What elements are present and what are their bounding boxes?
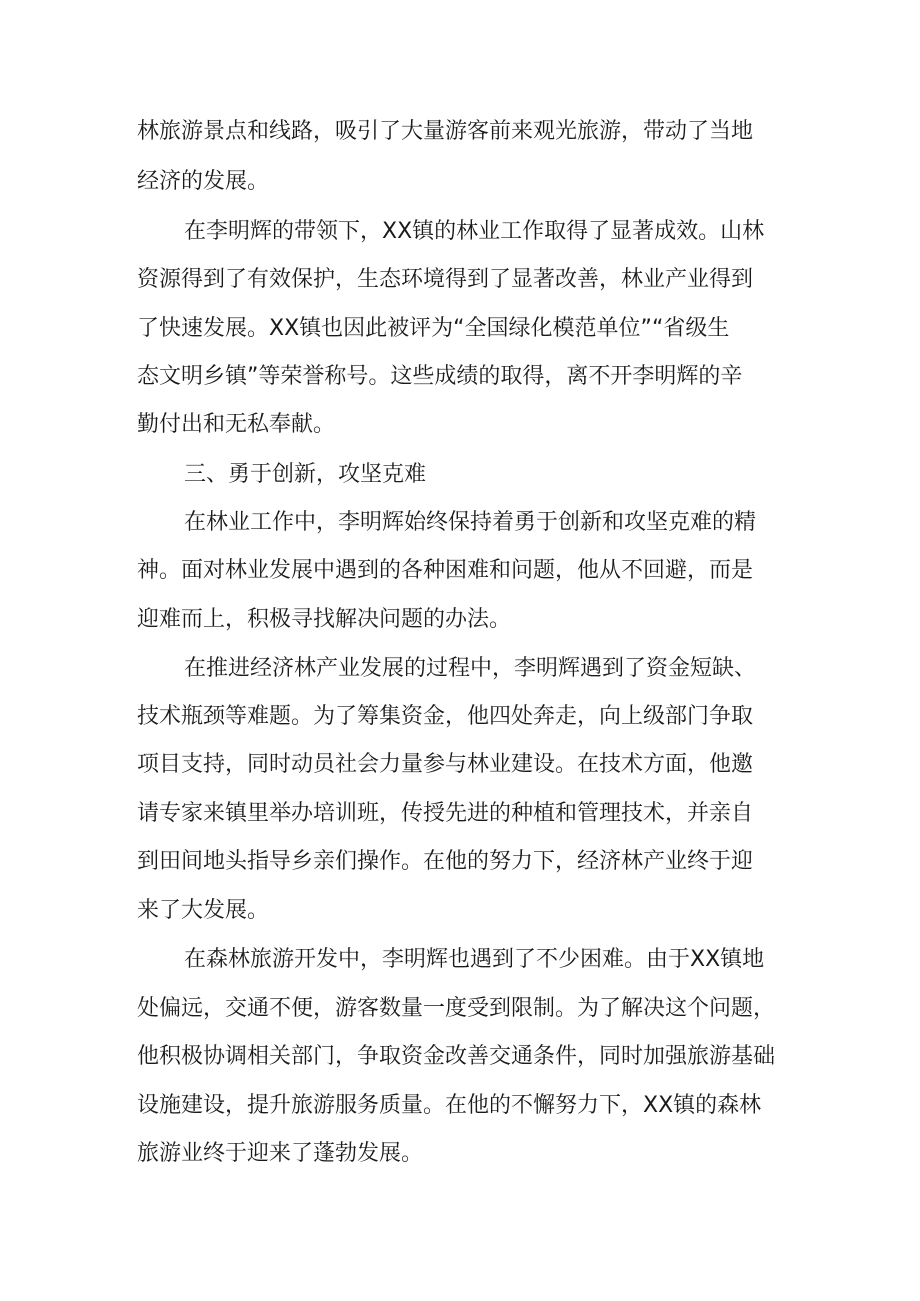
text-line: 资源得到了有效保护，生态环境得到了显著改善，林业产业得到 bbox=[137, 267, 754, 292]
paragraph-first-line: 在林业工作中，李明辉始终保持着勇于创新和攻坚克难的精 bbox=[184, 510, 757, 535]
text-line: 他积极协调相关部门，争取资金改善交通条件，同时加强旅游基础 bbox=[137, 1044, 776, 1069]
paragraph-first-line: 在李明辉的带领下，XX镇的林业工作取得了显著成效。山林 bbox=[184, 219, 765, 244]
text-line: 迎难而上，积极寻找解决问题的办法。 bbox=[137, 607, 512, 632]
text-line: 来了大发展。 bbox=[137, 898, 270, 923]
text-line: 到田间地头指导乡亲们操作。在他的努力下，经济林产业终于迎 bbox=[137, 849, 754, 874]
section-heading: 三、勇于创新，攻坚克难 bbox=[184, 462, 427, 487]
text-line: 项目支持，同时动员社会力量参与林业建设。在技术方面，他邀 bbox=[137, 752, 754, 777]
text-line: 旅游业终于迎来了蓬勃发展。 bbox=[137, 1141, 424, 1166]
text-line: 设施建设，提升旅游服务质量。在他的不懈努力下，XX镇的森林 bbox=[137, 1093, 762, 1118]
paragraph-first-line: 在森林旅游开发中，李明辉也遇到了不少困难。由于XX镇地 bbox=[184, 947, 765, 972]
text-line: 请专家来镇里举办培训班，传授先进的种植和管理技术，并亲自 bbox=[137, 801, 754, 826]
text-line: 技术瓶颈等难题。为了筹集资金，他四处奔走，向上级部门争取 bbox=[137, 704, 754, 729]
text-line: 勤付出和无私奉献。 bbox=[137, 412, 336, 437]
text-line: 经济的发展。 bbox=[137, 169, 270, 194]
paragraph-first-line: 在推进经济林产业发展的过程中，李明辉遇到了资金短缺、 bbox=[184, 656, 757, 681]
text-line: 神。面对林业发展中遇到的各种困难和问题，他从不回避，而是 bbox=[137, 558, 754, 583]
text-line: 态文明乡镇”等荣誉称号。这些成绩的取得，离不开李明辉的辛 bbox=[137, 364, 743, 389]
text-line: 了快速发展。XX镇也因此被评为“全国绿化模范单位”“省级生 bbox=[137, 316, 730, 341]
text-line: 林旅游景点和线路，吸引了大量游客前来观光旅游，带动了当地 bbox=[137, 119, 754, 144]
text-line: 处偏远，交通不便，游客数量一度受到限制。为了解决这个问题， bbox=[137, 996, 776, 1021]
